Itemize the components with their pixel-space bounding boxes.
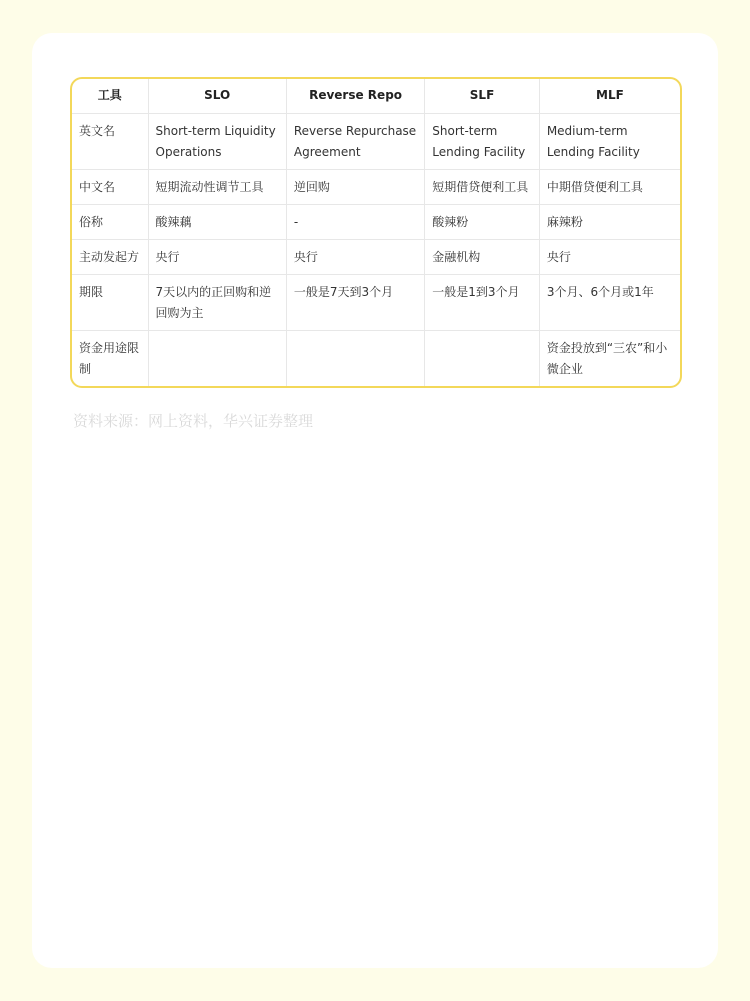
header-mlf: MLF (539, 79, 680, 114)
table-cell: 金融机构 (425, 240, 540, 275)
table-cell: 央行 (539, 240, 680, 275)
table-row (72, 205, 680, 240)
table-cell: Short-term Liquidity Operations (148, 114, 286, 170)
table-row (72, 240, 680, 275)
table-cell: 逆回购 (286, 170, 424, 205)
table-row (72, 170, 680, 205)
row-label: 中文名 (72, 170, 148, 205)
table-cell: 一般是7天到3个月 (286, 275, 424, 331)
table-cell: 酸辣藕 (148, 205, 286, 240)
row-label: 资金用途限制 (72, 331, 148, 387)
comparison-table (70, 77, 682, 388)
header-slf: SLF (425, 79, 540, 114)
table-cell: 酸辣粉 (425, 205, 540, 240)
table-cell: 麻辣粉 (539, 205, 680, 240)
table-cell: 短期借贷便利工具 (425, 170, 540, 205)
table-cell: Short-term Lending Facility (425, 114, 540, 170)
table-cell (148, 331, 286, 387)
table-row (72, 275, 680, 331)
row-label: 俗称 (72, 205, 148, 240)
table-cell (286, 331, 424, 387)
table-cell: 3个月、6个月或1年 (539, 275, 680, 331)
table-cell: 央行 (286, 240, 424, 275)
header-slo: SLO (148, 79, 286, 114)
source-note: 资料来源：网上资料，华兴证券整理 (73, 412, 314, 430)
table-row (72, 331, 680, 387)
table-cell: Medium-term Lending Facility (539, 114, 680, 170)
table-cell (425, 331, 540, 387)
table-row (72, 114, 680, 170)
row-label: 主动发起方 (72, 240, 148, 275)
table-header-row (72, 79, 680, 114)
table-cell: 一般是1到3个月 (425, 275, 540, 331)
row-label: 期限 (72, 275, 148, 331)
table-cell: 中期借贷便利工具 (539, 170, 680, 205)
header-reverse-repo: Reverse Repo (286, 79, 424, 114)
table-cell: Reverse Repurchase Agreement (286, 114, 424, 170)
row-label: 英文名 (72, 114, 148, 170)
content-card (32, 33, 718, 968)
header-tool: 工具 (72, 79, 148, 114)
table-cell: - (286, 205, 424, 240)
table-cell: 短期流动性调节工具 (148, 170, 286, 205)
table-cell: 央行 (148, 240, 286, 275)
table-cell: 7天以内的正回购和逆回购为主 (148, 275, 286, 331)
table-cell: 资金投放到“三农”和小微企业 (546, 341, 668, 376)
